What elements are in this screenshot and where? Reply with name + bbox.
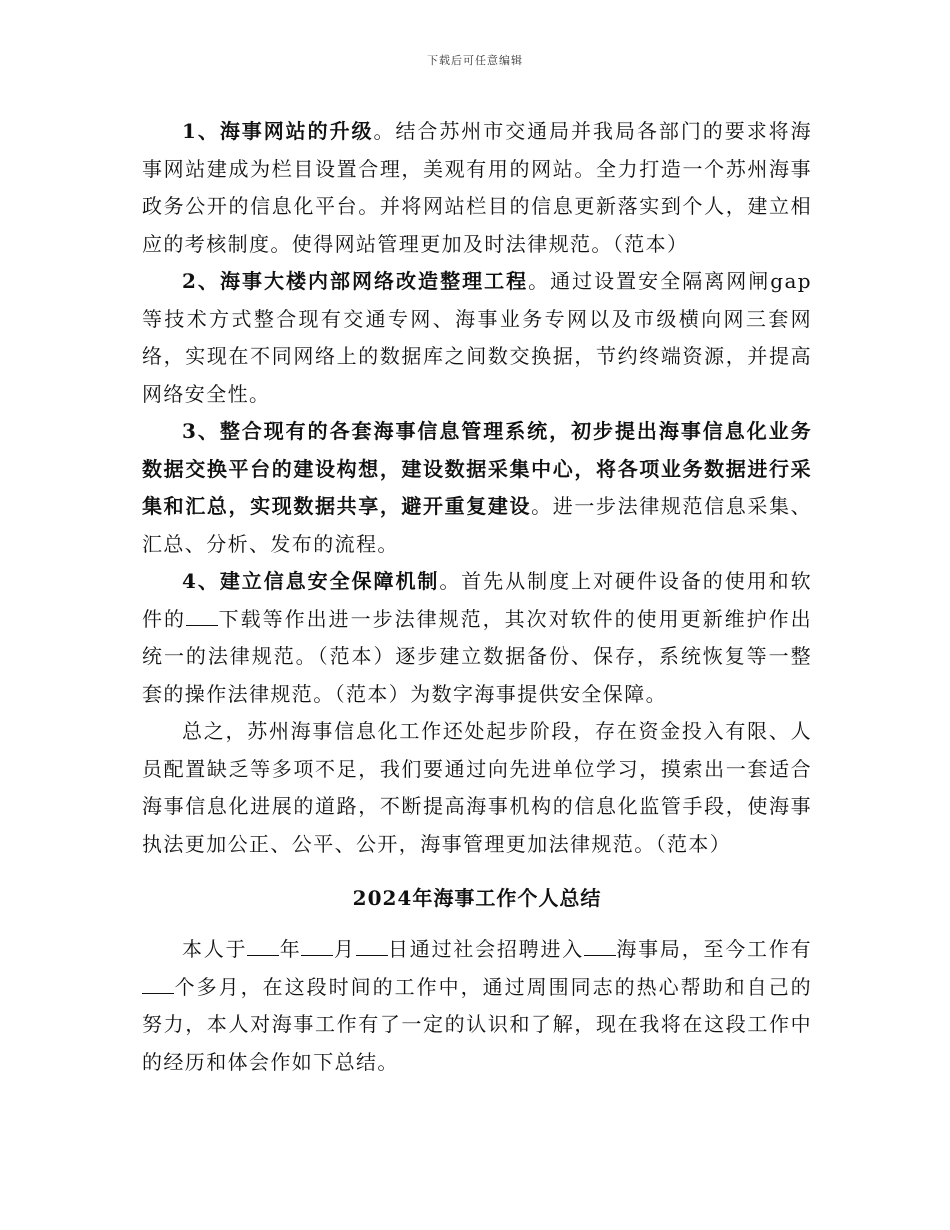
- item-4-text-b: 下载等作出进一步法律规范，其次对软件的使用更新维护作出统一的法律规范。（范本）逐步建立数据备份、保存，系统恢复等一整套的操作法律规范。（范本）为数字海事提供安全保障。: [142, 606, 812, 706]
- intro-part-4: 日通过社会招聘进入: [387, 937, 584, 961]
- item-2-paragraph: [142, 263, 812, 413]
- header-note: 下载后可任意编辑: [427, 54, 523, 67]
- item-2-heading: 2、海事大楼内部网络改造整理工程: [182, 269, 529, 293]
- conclusion-paragraph: 总之，苏州海事信息化工作还处起步阶段，存在资金投入有限、人员配置缺乏等多项不足，我们要通过向先进单位学习，摸索出一套适合海事信息化进展的道路，不断提高海事机构的信息化监管手段，使海事执法更加公正、公平、公开，海事管理更加法律规范。（范本）: [142, 719, 812, 856]
- item-1-text: 。结合苏州市交通局并我局各部门的要求将海事网站建成为栏目设置合理，美观有用的网站。全力打造一个苏州海事政务公开的信息化平台。并将网站栏目的信息更新落实到个人，建立相应的考核制度。使得网站管理更加及时法律规范。（范本）: [142, 119, 812, 256]
- blank-underline: [186, 607, 218, 626]
- item-1-heading: 1、海事网站的升级: [182, 119, 374, 143]
- item-2-text: 。通过设置安全隔离网闸gap等技术方式整合现有交通专网、海事业务专网以及市级横向网三套网络，实现在不同网络上的数据库之间数交换据，节约终端资源，并提高网络安全性。: [142, 269, 812, 406]
- item-4-paragraph: [142, 563, 812, 713]
- intro-paragraph: [142, 931, 812, 1081]
- intro-part-2: 年: [279, 937, 302, 961]
- intro-part-1: 本人于: [182, 937, 248, 961]
- item-1-paragraph: [142, 113, 812, 263]
- blank-year: [247, 937, 279, 956]
- item-4-text-a: 。首先从制度上对硬件设备的使用和软件的: [142, 569, 812, 631]
- blank-month: [301, 937, 333, 956]
- item-4-heading: 4、建立信息安全保障机制: [182, 569, 440, 593]
- blank-day: [356, 937, 388, 956]
- item-3-heading: 3、整合现有的各套海事信息管理系统，初步提出海事信息化业务数据交换平台的建设构想，建设数据采集中心，将各项业务数据进行采集和汇总，实现数据共享，避开重复建设: [142, 419, 812, 518]
- blank-months: [142, 975, 174, 994]
- section-title: 2024年海事工作个人总结: [352, 886, 602, 910]
- item-3-paragraph: [142, 413, 812, 563]
- intro-part-3: 月: [333, 937, 356, 961]
- intro-part-5: 海事局，至今工作有: [616, 937, 812, 961]
- item-3-text: 。进一步法律规范信息采集、汇总、分析、发布的流程。: [142, 494, 812, 556]
- blank-bureau: [584, 937, 616, 956]
- intro-part-6: 个多月，在这段时间的工作中，通过周围同志的热心帮助和自己的努力，本人对海事工作有了一定的认识和了解，现在我将在这段工作中的经历和体会作如下总结。: [142, 974, 812, 1074]
- document-body: [142, 113, 812, 1081]
